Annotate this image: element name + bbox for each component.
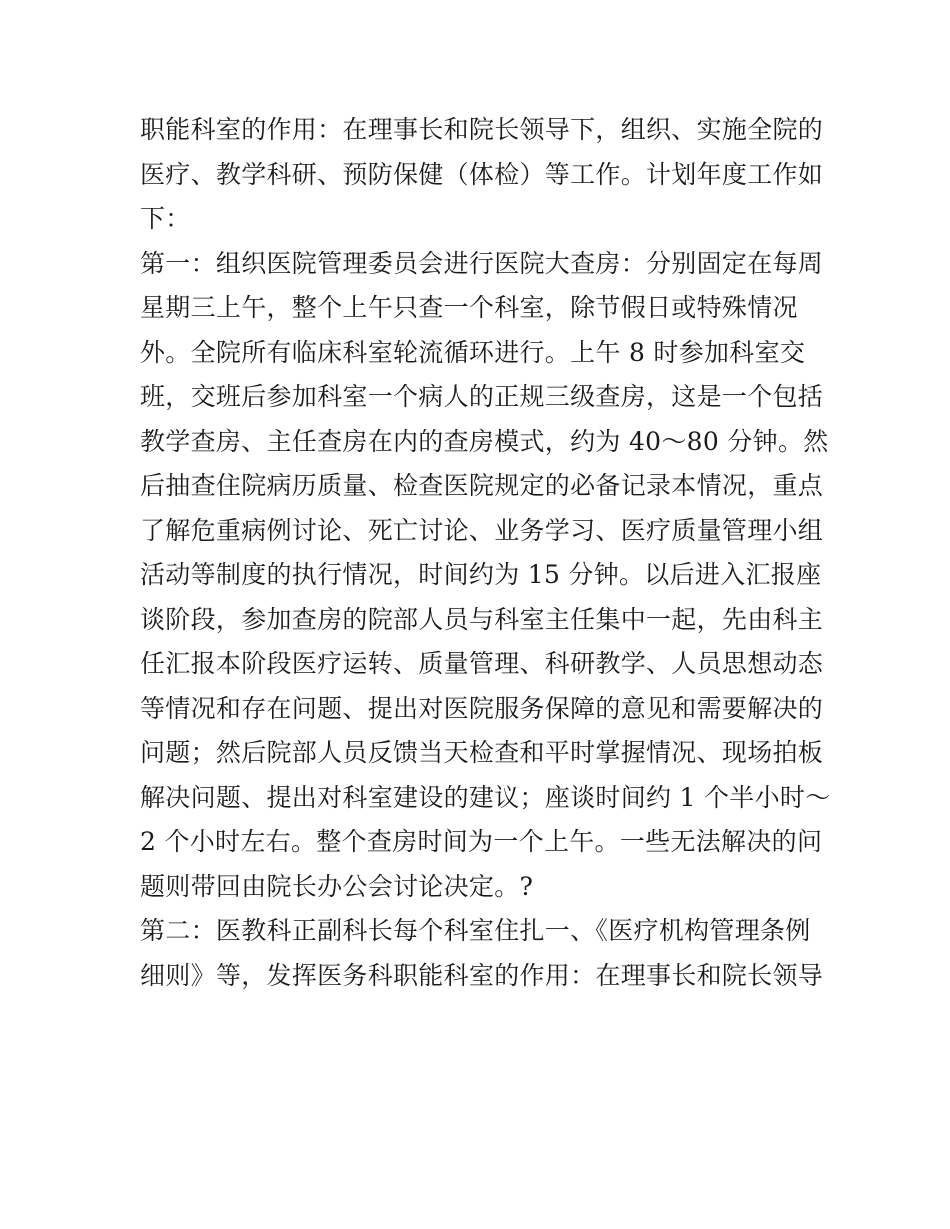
text-line: 班，交班后参加科室一个病人的正规三级查房，这是一个包括 xyxy=(140,382,824,411)
text-line: 细则》等，发挥医务科职能科室的作用：在理事长和院长领导 xyxy=(140,960,824,990)
text-line: 第二：医教科正副科长每个科室住扎一、《医疗机构管理条例 xyxy=(140,916,811,945)
document-body xyxy=(140,108,831,998)
text-line: 职能科室的作用：在理事长和院长领导下，组织、实施全院的 xyxy=(140,115,824,144)
text-line: 教学查房、主任查房在内的查房模式，约为 40～80 分钟。然 xyxy=(140,426,829,456)
text-line: 等情况和存在问题、提出对医院服务保障的意见和需要解决的 xyxy=(140,693,824,723)
text-line: 了解危重病例讨论、死亡讨论、业务学习、医疗质量管理小组 xyxy=(140,515,824,545)
text-line: 谈阶段，参加查房的院部人员与科室主任集中一起，先由科主 xyxy=(140,604,824,634)
text-line: 后抽查住院病历质量、检查医院规定的必备记录本情况，重点 xyxy=(140,471,824,500)
text-line: 第一：组织医院管理委员会进行医院大查房：分别固定在每周 xyxy=(140,248,824,278)
text-line: 星期三上午，整个上午只查一个科室，除节假日或特殊情况 xyxy=(140,293,798,322)
text-line: 问题；然后院部人员反馈当天检查和平时掌握情况、现场拍板 xyxy=(140,738,824,767)
text-line: 活动等制度的执行情况，时间约为 15 分钟。以后进入汇报座 xyxy=(140,560,822,589)
text-line: 题则带回由院长办公会讨论决定。? xyxy=(140,871,534,901)
text-line: 外。全院所有临床科室轮流循环进行。上午 8 时参加科室交 xyxy=(140,337,806,367)
text-line: 2 个小时左右。整个查房时间为一个上午。一些无法解决的问 xyxy=(140,827,823,856)
text-line: 医疗、教学科研、预防保健（体检）等工作。计划年度工作如 xyxy=(140,159,824,189)
text-line: 任汇报本阶段医疗运转、质量管理、科研教学、人员思想动态 xyxy=(140,649,824,678)
text-line: 下： xyxy=(140,204,191,233)
text-line: 解决问题、提出对科室建设的建议；座谈时间约 1 个半小时～ xyxy=(140,782,831,812)
